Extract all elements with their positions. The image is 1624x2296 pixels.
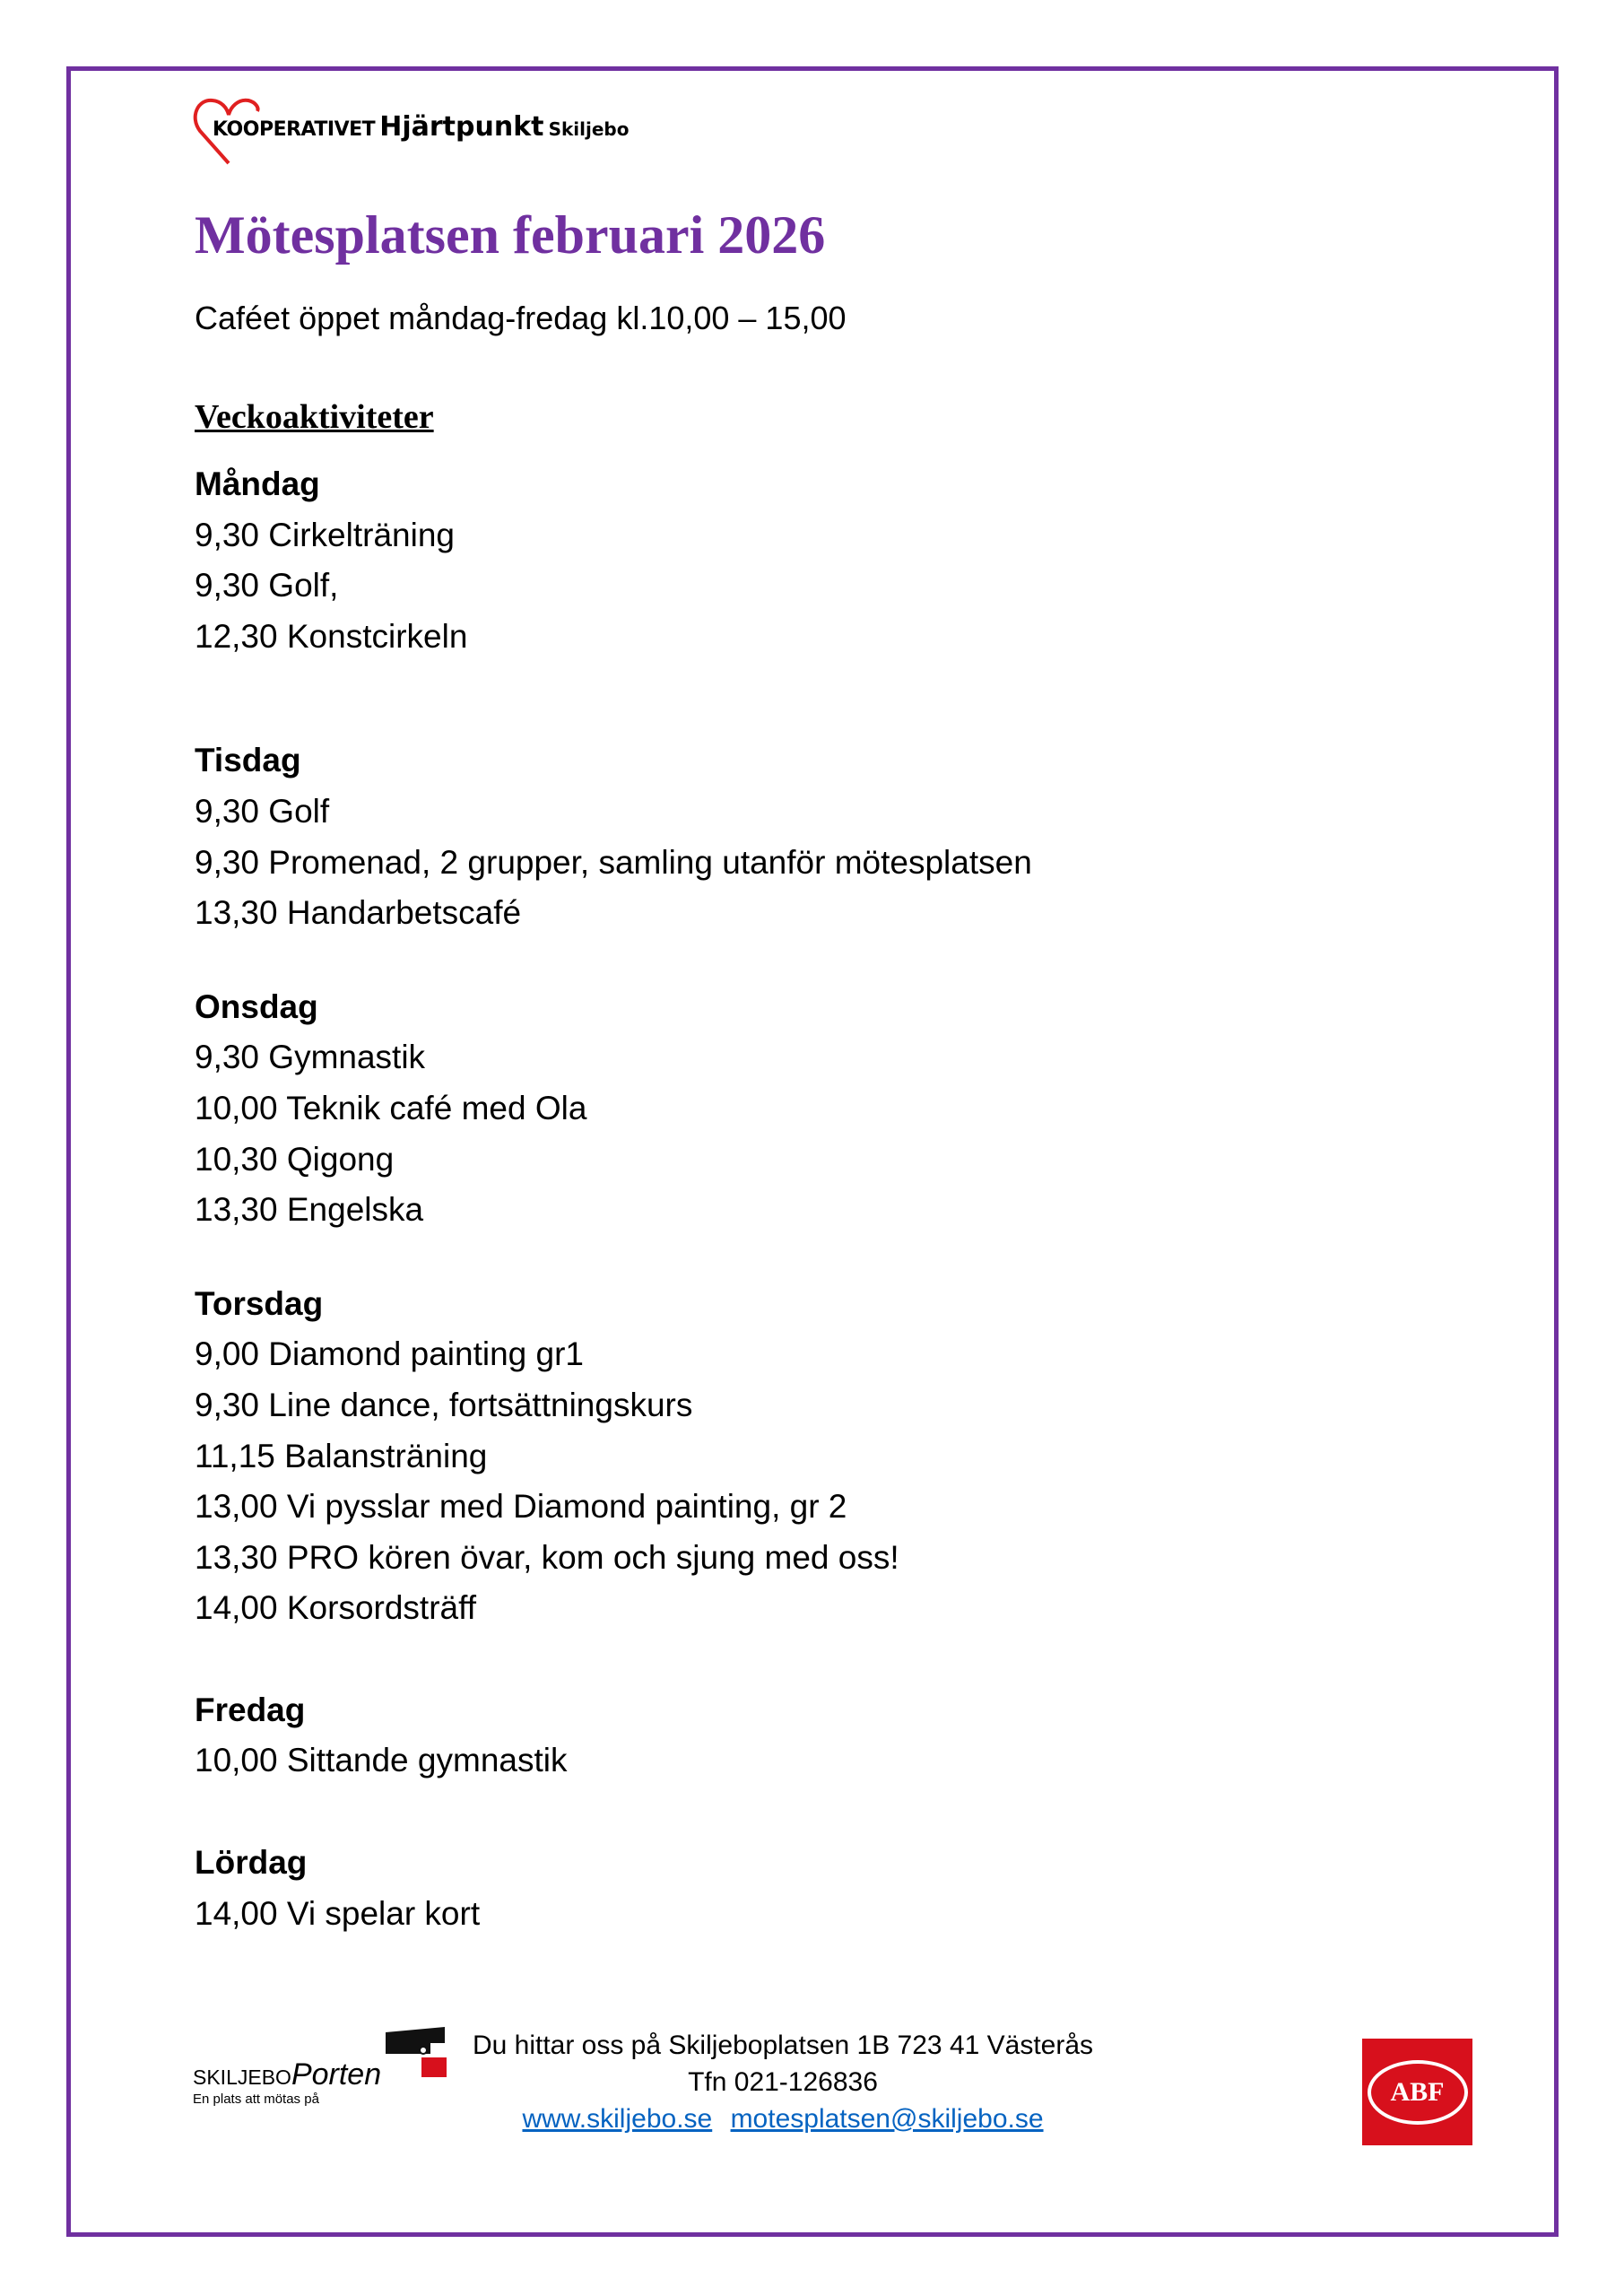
day-section (195, 459, 1032, 662)
email-link[interactable]: motesplatsen@skiljebo.se (730, 2104, 1044, 2134)
activity-item: 10,00 Teknik café med Ola (195, 1089, 587, 1126)
day-name: Lördag (195, 1844, 308, 1882)
activity-item: 14,00 Vi spelar kort (195, 1894, 481, 1932)
day-section (195, 735, 1032, 938)
cafe-hours: Caféet öppet måndag-fredag kl.10,00 – 15,00 (195, 300, 847, 336)
day-name: Måndag (195, 465, 320, 502)
activity-item: 9,30 Line dance, fortsättningskurs (195, 1386, 693, 1423)
weekly-activities (195, 459, 1032, 1939)
activity-item: 12,30 Konstcirkeln (195, 617, 468, 655)
kooperativet-hjartpunkt-logo (193, 95, 630, 167)
section-heading: Veckoaktiviteter (195, 398, 434, 436)
day-name: Torsdag (195, 1284, 324, 1322)
day-name: Tisdag (195, 742, 301, 779)
activity-item: 13,30 PRO kören övar, kom och sjung med oss! (195, 1538, 899, 1576)
activity-item: 9,00 Diamond painting gr1 (195, 1335, 585, 1373)
day-name: Onsdag (195, 987, 318, 1025)
website-link[interactable]: www.skiljebo.se (522, 2104, 713, 2134)
porten-name: Porten (291, 2057, 382, 2092)
footer-contact (386, 2027, 1180, 2137)
footer-address: Du hittar oss på Skiljeboplatsen 1B 723 41 Västerås (472, 2031, 1094, 2060)
activity-item: 9,30 Promenad, 2 grupper, samling utanför mötesplatsen (195, 843, 1032, 881)
day-section (195, 1685, 1032, 1787)
day-section (195, 1838, 1032, 1939)
activity-item: 9,30 Golf (195, 792, 330, 830)
activity-item: 13,00 Vi pysslar med Diamond painting, gr 2 (195, 1488, 847, 1526)
activity-item: 14,00 Korsordsträff (195, 1589, 476, 1627)
activity-item: 10,00 Sittande gymnastik (195, 1742, 568, 1779)
activity-item: 9,30 Gymnastik (195, 1039, 426, 1076)
logo-kooperativet: KOOPERATIVET (213, 118, 376, 141)
activity-item: 13,30 Handarbetscafé (195, 894, 522, 932)
activity-item: 10,30 Qigong (195, 1140, 395, 1178)
logo-place: Skiljebo (548, 118, 630, 140)
activity-item: 13,30 Engelska (195, 1191, 424, 1229)
day-name: Fredag (195, 1691, 306, 1728)
activity-item: 11,15 Balansträning (195, 1437, 488, 1474)
day-section (195, 982, 1032, 1236)
porten-tagline: En plats att mötas på (193, 2092, 319, 2107)
abf-logo-text: ABF (1368, 2060, 1468, 2125)
activity-item: 9,30 Golf, (195, 567, 339, 604)
porten-skiljebo: SKILJEBO (193, 2066, 291, 2089)
footer-phone: Tfn 021-126836 (688, 2067, 878, 2097)
day-section (195, 1279, 1032, 1634)
abf-logo (1362, 2039, 1472, 2145)
activity-item: 9,30 Cirkelträning (195, 516, 455, 553)
logo-name: Hjärtpunkt (379, 111, 544, 143)
page-title: Mötesplatsen februari 2026 (195, 205, 826, 265)
